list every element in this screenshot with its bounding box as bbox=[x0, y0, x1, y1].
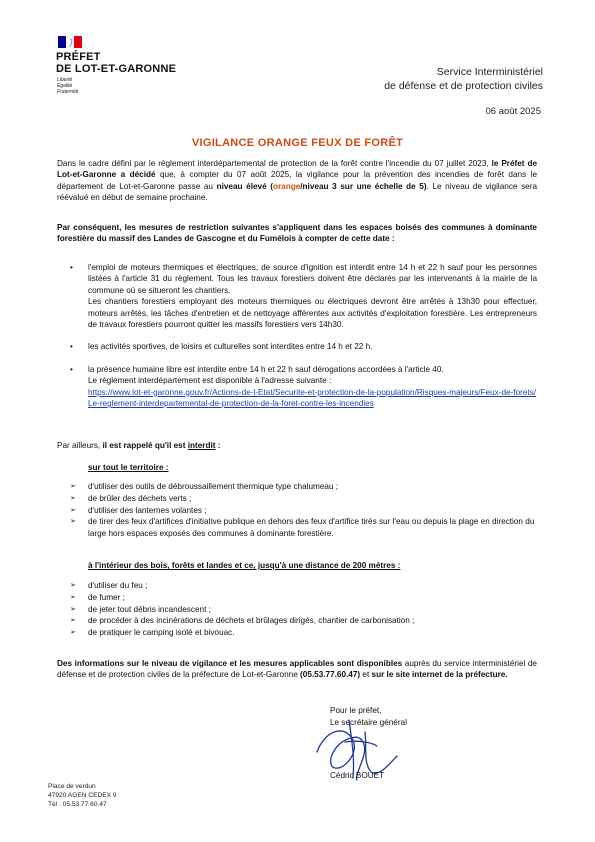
signatory-name: Cédric BOUET bbox=[330, 771, 385, 780]
list-item: • les activités sportives, de loisirs et culturelles sont interdites entre 14 h et 22 h. bbox=[70, 342, 373, 352]
restrictions-intro: Par conséquent, les mesures de restriction suivantes s'appliquent dans les espaces boisés des communes à dominante forestière du massif des Landes de Gascogne et du Fumélois à compter de cette date : bbox=[57, 223, 537, 244]
french-flag-logo bbox=[58, 36, 82, 48]
prefecture-name: PRÉFET DE LOT-ET-GARONNE bbox=[56, 51, 177, 75]
regulation-link[interactable]: https://www.lot-et-garonne.gouv.fr/Actions-de-l-Etat/Securite-et-protection-de-la-population/Risques-majeurs/Feux-de-forets/Le-reglement-interdepartemental-de-protection-de-la-foret-contre-les-incendies bbox=[88, 387, 537, 409]
bullet-icon: • bbox=[70, 342, 73, 352]
territory-list bbox=[70, 481, 537, 540]
list-item: ➢ de pratiquer le camping isolé et bivouac. bbox=[70, 628, 235, 638]
footer-address: Place de verdun 47920 AGEN CEDEX 9 Tél : 05.53.77.60.47 bbox=[48, 783, 117, 808]
territory-heading: sur tout le territoire : bbox=[88, 463, 169, 472]
list-item: ➢ d'utiliser des lanternes volantes ; bbox=[70, 505, 207, 515]
list-item: ➢ de brûler des déchets verts ; bbox=[70, 493, 192, 503]
arrow-bullet-icon: ➢ bbox=[70, 582, 76, 589]
arrow-bullet-icon: ➢ bbox=[70, 593, 76, 601]
bullet-icon: • bbox=[70, 263, 73, 272]
list-item: ➢ d'utiliser des outils de débroussaillement thermique type chalumeau ; bbox=[70, 482, 339, 491]
list-item: ➢ de procéder à des incinérations de déchets et brûlages dirigés, chantier de carbonisation ; bbox=[70, 616, 415, 626]
list-item: ➢ de fumer ; bbox=[70, 592, 125, 602]
document-title: VIGILANCE ORANGE FEUX DE FORÊT bbox=[191, 137, 404, 149]
bullet-icon: • bbox=[70, 364, 73, 374]
restrictions-list bbox=[70, 262, 537, 409]
arrow-bullet-icon: ➢ bbox=[70, 629, 76, 637]
list-item: ➢ de tirer des feux d'artifices d'initiative publique en dehors des feux d'artifice tirés sur l'eau ou depuis la plage en direction du large hors espaces exposés des communes à dominante forestière. bbox=[70, 517, 535, 539]
signature-block: Pour le préfet, Le secrétaire général bbox=[330, 706, 407, 727]
list-item: ➢ d'utiliser du feu ; bbox=[70, 581, 148, 590]
woods-heading: à l'intérieur des bois, forêts et landes et ce, jusqu'à une distance de 200 mètres : bbox=[88, 561, 401, 570]
document-date: 06 août 2025 bbox=[485, 106, 541, 117]
arrow-bullet-icon: ➢ bbox=[70, 617, 76, 625]
arrow-bullet-icon: ➢ bbox=[70, 506, 76, 514]
arrow-bullet-icon: ➢ bbox=[70, 605, 76, 613]
list-item: • l'emploi de moteurs thermiques et électriques, de source d'ignition est interdit entre 14 h et 22 h sauf pour les personnes listées à l'article 31 du règlement. Tous les travaux forestiers doivent être déclarés par les intervenants à la mairie de la commune où se situeront les chantiers. Les chantiers forestiers employant des moteurs thermiques ou électriques devront être arrêtés à 13h30 pour effectuer, moteurs arrêtés, les tâches d'entretien et de nettoyage afférentes aux activités d'exploitation forestière. Les entrepreneurs de travaux forestiers pourront quitter les massifs forestiers vers 14h30. bbox=[70, 263, 537, 330]
list-item: • la présence humaine libre est interdite entre 14 h et 22 h sauf dérogations accordées à l'article 40. Le règlement interdépartement est disponible à l'adresse suivante : https://www.lot-et-garonne.gouv.fr/Actions-de-l-Etat/Securite-et-protection-de-la-population/Risques-majeurs/Feux-de-forets/Le-reglement-interdepartemental-de-protection-de-la-foret-contre-les-incendies bbox=[70, 364, 537, 409]
list-item: ➢ de jeter tout débris incandescent ; bbox=[70, 604, 211, 614]
reminder-line: Par ailleurs, il est rappelé qu'il est interdit : bbox=[57, 441, 221, 450]
arrow-bullet-icon: ➢ bbox=[70, 494, 76, 502]
marianne-profile-icon bbox=[60, 36, 76, 48]
republic-motto: Liberté Égalité Fraternité bbox=[57, 77, 79, 95]
woods-list bbox=[70, 580, 537, 639]
closing-paragraph: Des informations sur le niveau de vigilance et les mesures applicables sont disponibles auprès du service interministériel de défense et de protection civiles de la préfecture de Lot-et-Garonne (05.53.77.60.47) et sur le site internet de la préfecture. bbox=[57, 659, 537, 680]
intro-paragraph: Dans le cadre défini par le règlement interdépartemental de protection de la forêt contre l'incendie du 07 juillet 2023, le Préfet de Lot-et-Garonne a décidé que, à compter du 07 août 2025, la vigilance pour la prévention des incendies de forêt dans le département de Lot-et-Garonne passe au niveau élevé (orange/niveau 3 sur une échelle de 5). Le niveau de vigilance sera réévalué en début de semaine prochaine. bbox=[57, 159, 538, 203]
arrow-bullet-icon: ➢ bbox=[70, 483, 76, 490]
arrow-bullet-icon: ➢ bbox=[70, 518, 76, 526]
service-name: Service Interministériel de défense et de protection civiles bbox=[384, 66, 543, 92]
